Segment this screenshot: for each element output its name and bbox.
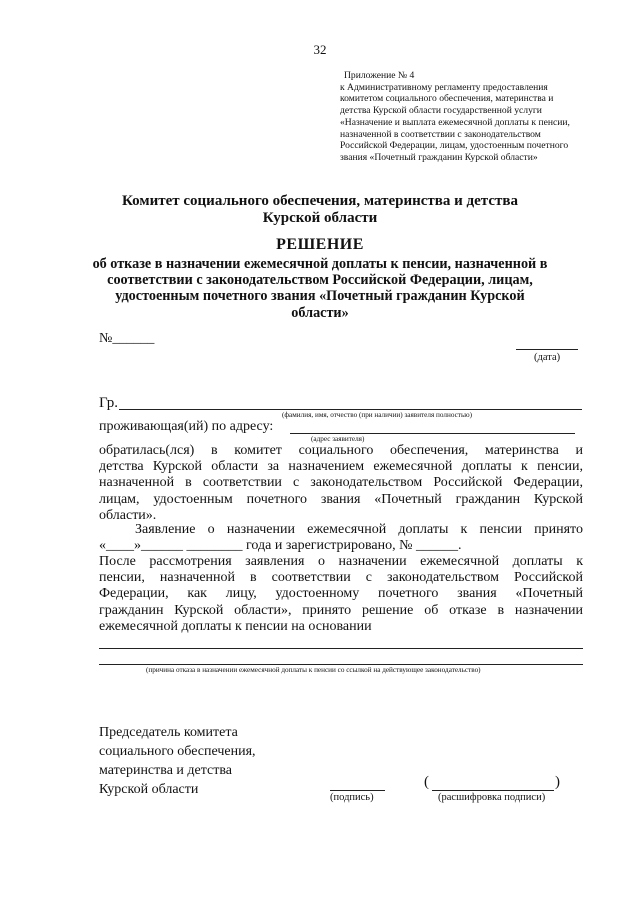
page-number: 32 xyxy=(313,42,327,57)
paragraph-line: детства Курской области за назначением ежемесячной доплаты к пенсии, xyxy=(99,459,583,475)
registration-line: «____»______ ________ года и зарегистрировано, № ______. xyxy=(99,538,462,553)
date-line[interactable] xyxy=(516,349,578,350)
reason-caption: (причина отказа в назначении ежемесячной доплаты к пенсии со ссылкой на действующее законодательство) xyxy=(146,666,481,674)
paragraph-line: Федерации, как лицу, удостоенному почетного звания «Почетный xyxy=(99,586,583,602)
subtitle-line: соответствии с законодательством Российской Федерации, лицам, xyxy=(107,272,533,289)
paragraph-line: лицам, удостоенным почетного звания «Почетный гражданин Курской xyxy=(99,491,583,507)
annex-block xyxy=(340,70,570,164)
organization-line: Комитет социального обеспечения, материнства и детства xyxy=(122,193,518,209)
subtitle-line: области» xyxy=(291,304,349,321)
organization-name xyxy=(0,193,640,227)
signature-block xyxy=(99,723,256,799)
decision-title: РЕШЕНИЕ xyxy=(276,236,364,253)
organization-line: Курской области xyxy=(262,210,378,226)
citizen-name-line[interactable] xyxy=(119,409,582,410)
paragraph-line: области». xyxy=(99,507,157,523)
address-line[interactable] xyxy=(290,433,575,434)
annex-line: звания «Почетный гражданин Курской области» xyxy=(340,151,538,163)
annex-line: назначенной в соответствии с законодательством xyxy=(340,128,541,140)
address-label: проживающая(ий) по адресу: xyxy=(99,419,274,434)
applied-paragraph xyxy=(99,443,583,524)
annex-line: комитетом социального обеспечения, материнства и xyxy=(340,93,554,105)
address-caption: (адрес заявителя) xyxy=(311,435,365,443)
signature-line[interactable] xyxy=(330,790,385,791)
subtitle-line: об отказе в назначении ежемесячной доплаты к пенсии, назначенной в xyxy=(92,256,548,272)
review-paragraph xyxy=(99,554,583,635)
annex-line: детства Курской области государственной услуги xyxy=(340,105,542,117)
signature-decode-line[interactable] xyxy=(432,790,554,791)
decode-open-paren: ( xyxy=(424,774,429,790)
signer-title-line: социального обеспечения, xyxy=(99,744,256,759)
decision-number-field[interactable]: №______ xyxy=(99,331,155,346)
signer-title-line: материнства и детства xyxy=(99,763,232,778)
date-caption: (дата) xyxy=(534,352,561,363)
decode-caption: (расшифровка подписи) xyxy=(438,792,546,803)
signer-title-line: Председатель комитета xyxy=(99,725,238,740)
paragraph-line: обратилась(лся) в комитет социального обеспечения, материнства и xyxy=(99,443,583,458)
reason-line-1[interactable] xyxy=(99,648,583,649)
decode-close-paren: ) xyxy=(555,774,560,790)
paragraph-line: После рассмотрения заявления о назначении ежемесячной доплаты к xyxy=(99,554,583,569)
reason-line-2[interactable] xyxy=(99,664,583,665)
annex-line: Приложение № 4 xyxy=(344,70,415,81)
decision-subtitle xyxy=(0,256,640,321)
accepted-line xyxy=(135,522,583,538)
signature-caption: (подпись) xyxy=(330,792,374,803)
annex-line: «Назначение и выплата ежемесячной доплаты к пенсии, xyxy=(340,116,570,128)
citizen-label: Гр. xyxy=(99,395,118,411)
paragraph-line: пенсии, назначенной в соответствии с законодательством Российской xyxy=(99,570,583,586)
paragraph-line: гражданин Курской области», принято решение об отказе в назначении xyxy=(99,602,583,618)
paragraph-line: назначенной в соответствии с законодательством Российской Федерации, xyxy=(99,475,583,491)
annex-line: к Административному регламенту предоставления xyxy=(340,81,548,93)
signer-title-line: Курской области xyxy=(99,782,199,797)
annex-line: Российской Федерации, лицам, удостоенным почетного xyxy=(340,140,569,152)
citizen-caption: (фамилия, имя, отчество (при наличии) заявителя полностью) xyxy=(282,411,472,419)
subtitle-line: удостоенным почетного звания «Почетный гражданин Курской xyxy=(115,288,525,305)
paragraph-line: ежемесячной доплаты к пенсии на основании xyxy=(99,618,372,634)
paragraph-line: Заявление о назначении ежемесячной доплаты к пенсии принято xyxy=(135,522,583,537)
